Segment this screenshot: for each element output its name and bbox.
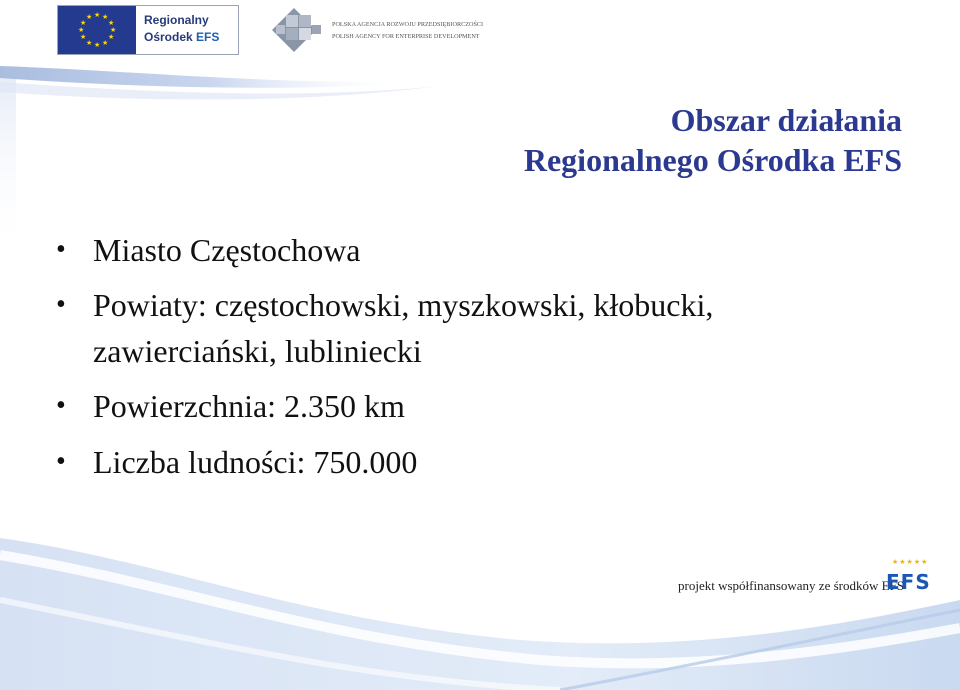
bullet-item [56, 382, 916, 430]
bullet-text: Powiaty: częstochowski, myszkowski, kłobucki, [93, 287, 714, 323]
parp-logo-line1: POLSKA AGENCJA ROZWOJU PRZEDSIĘBIORCZOŚCI [332, 21, 484, 28]
bullet-dot-icon: • [56, 446, 66, 477]
bullet-text: Powierzchnia: 2.350 km [93, 388, 405, 424]
efs-footer-logo [884, 558, 944, 604]
bullet-item [56, 282, 916, 374]
slide-title [524, 100, 902, 180]
parp-logo-line2: POLISH AGENCY FOR ENTERPRISE DEVELOPMENT [332, 33, 480, 40]
regional-logo-line1: Regionalny [144, 13, 209, 27]
bullet-text-continuation: zawierciański, lubliniecki [93, 333, 422, 369]
slide-title-line1: Obszar działania [670, 102, 902, 138]
efs-logo-word: EFS [886, 570, 931, 594]
bullet-item [56, 226, 916, 274]
slide-title-line2: Regionalnego Ośrodka EFS [523, 142, 902, 178]
cofinance-text: projekt współfinansowany ze środków EFS [678, 578, 905, 593]
parp-logo [268, 5, 500, 55]
bullet-dot-icon: • [56, 234, 66, 265]
bullet-dot-icon: • [56, 390, 66, 421]
bullet-text: Miasto Częstochowa [93, 232, 361, 268]
regional-logo-efs: EFS [196, 30, 220, 44]
parp-mark-icon [268, 5, 326, 55]
bullet-list [56, 226, 916, 494]
bullet-text: Liczba ludności: 750.000 [93, 444, 418, 480]
bullet-dot-icon: • [56, 289, 66, 320]
eu-flag-icon: ★ ★ ★ ★ ★ ★ ★ ★ ★ ★ ★ ★ [58, 6, 136, 54]
efs-stars-icon: ★★★★★ [892, 558, 929, 566]
regional-logo-line2: Ośrodek [144, 30, 193, 44]
regional-efs-logo [57, 5, 239, 55]
bullet-item [56, 438, 916, 486]
